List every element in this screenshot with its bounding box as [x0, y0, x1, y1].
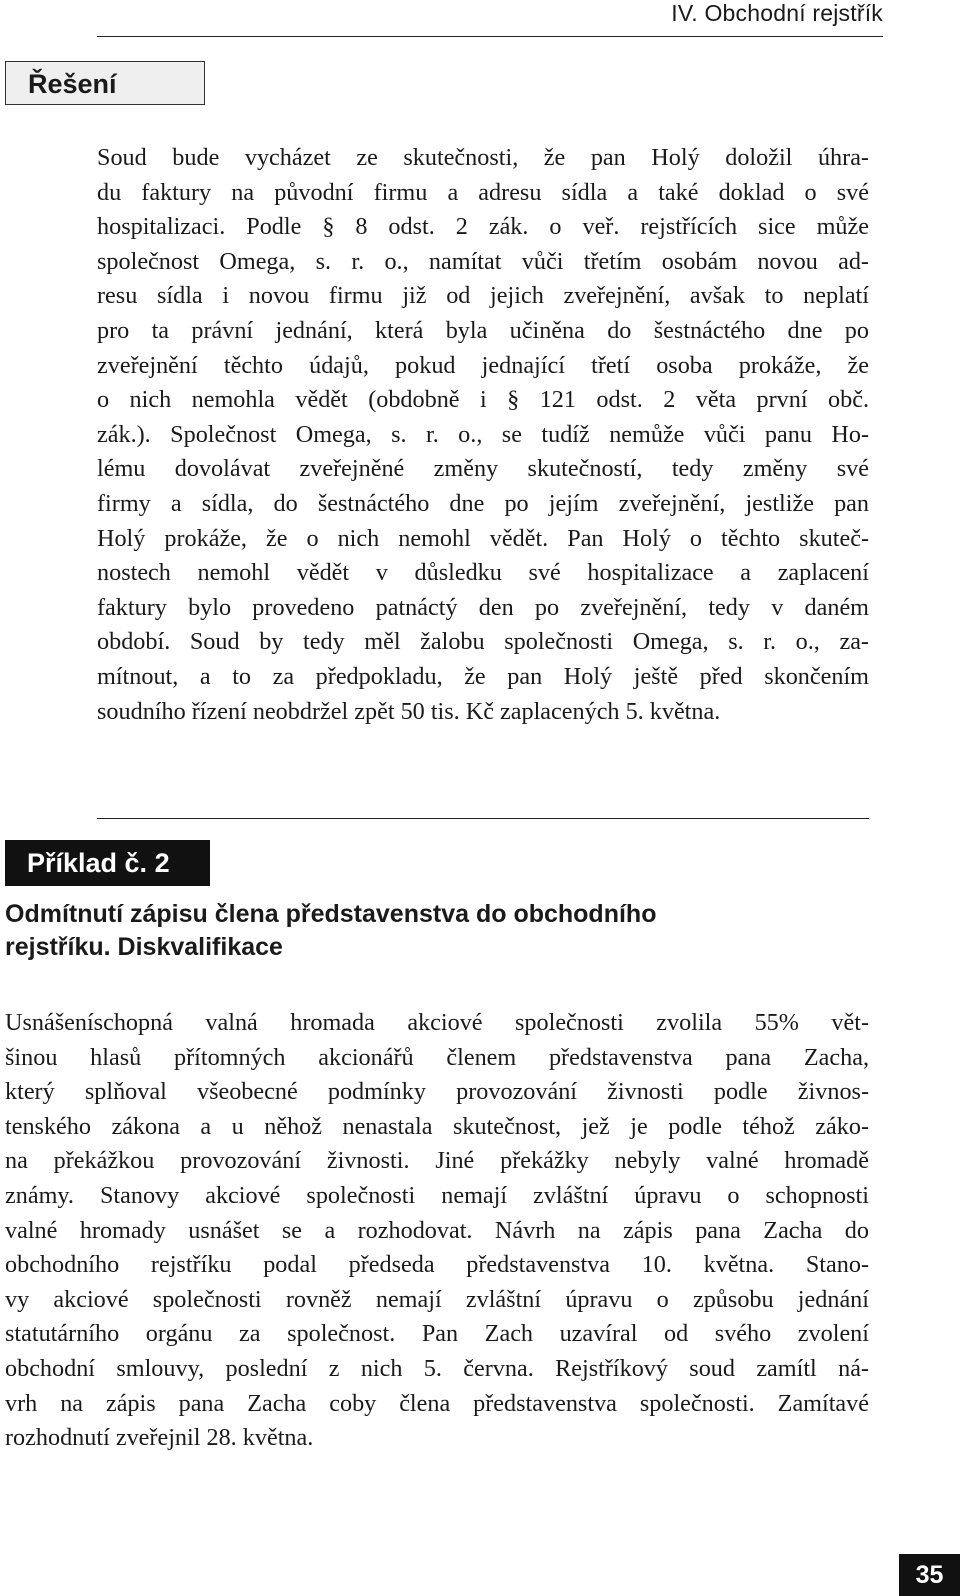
text-line: známy. Stanovy akciové společnosti nemají zvláštní úpravu o schopnosti: [5, 1181, 869, 1209]
example-title: [5, 898, 885, 964]
example-title-line: rejstříku. Diskvalifikace: [5, 933, 283, 961]
text-line: obchodní smlouvy, poslední z nich 5. června. Rejstříkový soud zamítl ná-: [5, 1354, 869, 1382]
text-line: firmy a sídla, do šestnáctého dne po jejím zveřejnění, jestliže pan: [97, 489, 869, 517]
text-line: vy akciové společnosti rovněž nemají zvláštní úpravu o způsobu jednání: [5, 1285, 869, 1313]
text-line: tenského zákona a u něhož nenastala skutečnost, jež je podle téhož záko-: [5, 1112, 869, 1140]
text-line: vrh na zápis pana Zacha coby člena představenstva společnosti. Zamítavé: [5, 1389, 869, 1417]
example-title-line: Odmítnutí zápisu člena představenstva do obchodního: [5, 900, 657, 928]
text-line: hospitalizaci. Podle § 8 odst. 2 zák. o veř. rejstřících sice může: [97, 213, 869, 241]
solution-paragraph: [97, 141, 869, 729]
example-label: Příklad č. 2: [5, 840, 210, 886]
text-line: rozhodnutí zveřejnil 28. května.: [5, 1424, 314, 1452]
text-line: na překážkou provozování živnosti. Jiné překážky nebyly valné hromadě: [5, 1147, 869, 1175]
text-line: společnost Omega, s. r. o., namítat vůči třetím osobám novou ad-: [97, 247, 869, 275]
text-line: resu sídla i novou firmu již od jejich zveřejnění, avšak to neplatí: [97, 282, 869, 310]
running-header: IV. Obchodní rejstřík: [671, 0, 883, 26]
text-line: Usnášeníschopná valná hromada akciové společnosti zvolila 55% vět-: [5, 1009, 869, 1036]
text-line: zák.). Společnost Omega, s. r. o., se tudíž nemůže vůči panu Ho-: [97, 420, 869, 448]
text-line: faktury bylo provedeno patnáctý den po zveřejnění, tedy v daném: [97, 593, 869, 621]
text-line: mítnout, a to za předpokladu, že pan Holý ještě před skončením: [97, 662, 869, 690]
text-line: období. Soud by tedy měl žalobu společnosti Omega, s. r. o., za-: [97, 628, 869, 656]
header-rule: [97, 36, 883, 37]
example-divider: [97, 818, 869, 819]
solution-heading: Řešení: [5, 61, 205, 105]
text-line: nostech nemohl vědět v důsledku své hospitalizace a zaplacení: [97, 559, 869, 587]
text-line: lému dovolávat zveřejněné změny skutečností, tedy změny své: [97, 455, 869, 483]
text-line: obchodního rejstříku podal předseda představenstva 10. května. Stano-: [5, 1251, 869, 1279]
page-number: 35: [899, 1554, 960, 1596]
text-line: pro ta právní jednání, která byla učiněna do šestnáctého dne po: [97, 316, 869, 344]
text-line: Holý prokáže, že o nich nemohl vědět. Pan Holý o těchto skuteč-: [97, 524, 869, 552]
text-line: Soud bude vycházet ze skutečnosti, že pan Holý doložil úhra-: [97, 144, 869, 171]
text-line: šinou hlasů přítomných akcionářů členem představenstva pana Zacha,: [5, 1043, 869, 1071]
text-line: o nich nemohla vědět (obdobně i § 121 odst. 2 věta první obč.: [97, 386, 869, 414]
text-line: statutárního orgánu za společnost. Pan Zach uzavíral od svého zvolení: [5, 1320, 869, 1348]
text-line: který splňoval všeobecné podmínky provozování živnosti podle živnos-: [5, 1078, 869, 1106]
text-line: zveřejnění těchto údajů, pokud jednající třetí osoba prokáže, že: [97, 351, 869, 379]
assignment-paragraph: [5, 1006, 869, 1456]
text-line: valné hromady usnášet se a rozhodovat. Návrh na zápis pana Zacha do: [5, 1216, 869, 1244]
text-line: soudního řízení neobdržel zpět 50 tis. Kč zaplacených 5. května.: [97, 697, 721, 725]
text-line: du faktury na původní firmu a adresu sídla a také doklad o své: [97, 178, 869, 206]
